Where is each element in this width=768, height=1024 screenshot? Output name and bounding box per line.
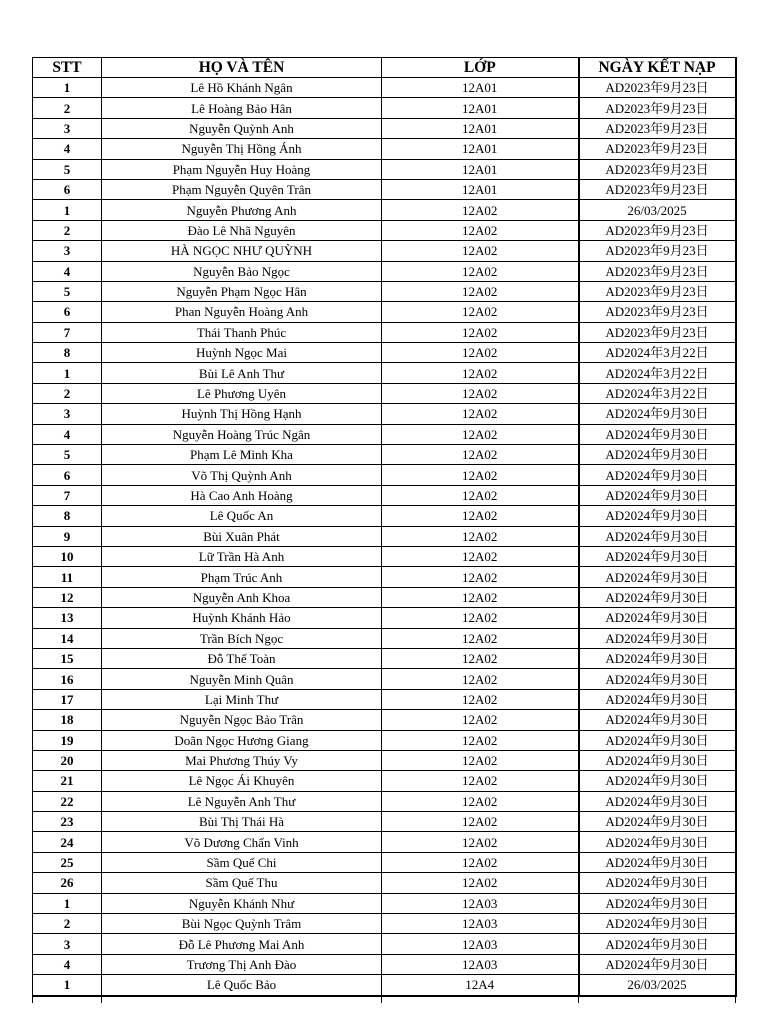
cell-date: AD2023年9月23日	[579, 159, 736, 179]
table-row	[33, 832, 736, 852]
cell-date: AD2024年9月30日	[579, 873, 736, 893]
cell-stt: 4	[33, 424, 102, 444]
table-row	[33, 383, 736, 403]
header-stt: STT	[33, 58, 102, 78]
cell-name: Phan Nguyễn Hoàng Anh	[102, 302, 382, 322]
cell-name: Nguyễn Quỳnh Anh	[102, 118, 382, 138]
table-row	[33, 526, 736, 546]
cell-date: AD2023年9月23日	[579, 78, 736, 98]
cell-class: 12A03	[382, 954, 579, 974]
cell-date: AD2024年9月30日	[579, 445, 736, 465]
table-row	[33, 404, 736, 424]
cell-date: AD2024年9月30日	[579, 546, 736, 566]
cell-class: 12A02	[382, 424, 579, 444]
cell-class: 12A02	[382, 567, 579, 587]
empty-row	[33, 996, 736, 1003]
cell-date: AD2024年9月30日	[579, 771, 736, 791]
empty-cell	[579, 996, 736, 1003]
table-row	[33, 812, 736, 832]
cell-stt: 24	[33, 832, 102, 852]
cell-class: 12A02	[382, 771, 579, 791]
table-row	[33, 179, 736, 199]
cell-name: Võ Dương Chấn Vinh	[102, 832, 382, 852]
cell-stt: 13	[33, 608, 102, 628]
cell-name: Lê Phương Uyên	[102, 383, 382, 403]
cell-stt: 6	[33, 465, 102, 485]
cell-class: 12A01	[382, 118, 579, 138]
empty-cell	[102, 996, 382, 1003]
cell-class: 12A01	[382, 139, 579, 159]
cell-stt: 1	[33, 78, 102, 98]
cell-class: 12A02	[382, 546, 579, 566]
table-row	[33, 852, 736, 872]
cell-class: 12A02	[382, 608, 579, 628]
cell-date: AD2024年9月30日	[579, 954, 736, 974]
cell-name: Huỳnh Thị Hồng Hạnh	[102, 404, 382, 424]
cell-date: AD2024年9月30日	[579, 852, 736, 872]
cell-date: AD2024年9月30日	[579, 914, 736, 934]
cell-class: 12A02	[382, 485, 579, 505]
table-row	[33, 159, 736, 179]
cell-date: AD2024年3月22日	[579, 383, 736, 403]
cell-stt: 2	[33, 914, 102, 934]
cell-name: Huỳnh Ngọc Mai	[102, 343, 382, 363]
cell-name: Đỗ Lê Phương Mai Anh	[102, 934, 382, 954]
table-row	[33, 424, 736, 444]
cell-date: AD2023年9月23日	[579, 118, 736, 138]
cell-class: 12A02	[382, 261, 579, 281]
cell-class: 12A01	[382, 98, 579, 118]
cell-stt: 11	[33, 567, 102, 587]
cell-class: 12A02	[382, 200, 579, 220]
cell-class: 12A02	[382, 669, 579, 689]
cell-date: AD2024年9月30日	[579, 791, 736, 811]
cell-name: Lê Ngọc Ái Khuyên	[102, 771, 382, 791]
table-row	[33, 363, 736, 383]
cell-name: Phạm Trúc Anh	[102, 567, 382, 587]
table-row	[33, 546, 736, 566]
cell-date: AD2024年3月22日	[579, 363, 736, 383]
cell-class: 12A03	[382, 914, 579, 934]
cell-date: AD2024年9月30日	[579, 832, 736, 852]
table-body	[33, 78, 736, 1003]
cell-class: 12A02	[382, 404, 579, 424]
cell-stt: 19	[33, 730, 102, 750]
empty-cell	[33, 996, 102, 1003]
empty-cell	[382, 996, 579, 1003]
cell-stt: 16	[33, 669, 102, 689]
cell-stt: 20	[33, 750, 102, 770]
cell-class: 12A02	[382, 383, 579, 403]
cell-name: Lê Nguyễn Anh Thư	[102, 791, 382, 811]
table-row	[33, 343, 736, 363]
cell-class: 12A02	[382, 710, 579, 730]
table-row	[33, 261, 736, 281]
cell-class: 12A03	[382, 893, 579, 913]
cell-stt: 6	[33, 179, 102, 199]
cell-stt: 9	[33, 526, 102, 546]
cell-date: AD2024年9月30日	[579, 587, 736, 607]
cell-name: Huỳnh Khánh Hảo	[102, 608, 382, 628]
table-row	[33, 771, 736, 791]
cell-class: 12A02	[382, 873, 579, 893]
cell-class: 12A01	[382, 78, 579, 98]
cell-stt: 8	[33, 343, 102, 363]
cell-name: Bùi Thị Thái Hà	[102, 812, 382, 832]
table-row	[33, 750, 736, 770]
cell-class: 12A02	[382, 241, 579, 261]
cell-stt: 3	[33, 404, 102, 424]
table-row	[33, 567, 736, 587]
cell-date: AD2023年9月23日	[579, 281, 736, 301]
cell-date: AD2023年9月23日	[579, 179, 736, 199]
table-row	[33, 241, 736, 261]
cell-date: AD2024年3月22日	[579, 343, 736, 363]
cell-date: AD2024年9月30日	[579, 893, 736, 913]
cell-stt: 4	[33, 139, 102, 159]
cell-class: 12A01	[382, 159, 579, 179]
cell-stt: 18	[33, 710, 102, 730]
cell-name: Bùi Xuân Phát	[102, 526, 382, 546]
cell-date: AD2023年9月23日	[579, 302, 736, 322]
cell-stt: 5	[33, 281, 102, 301]
cell-class: 12A02	[382, 526, 579, 546]
table-row	[33, 934, 736, 954]
cell-name: Lê Hồ Khánh Ngân	[102, 78, 382, 98]
table-row	[33, 445, 736, 465]
cell-name: Nguyễn Phương Anh	[102, 200, 382, 220]
cell-stt: 1	[33, 200, 102, 220]
header-date: NGÀY KẾT NẠP	[579, 58, 736, 78]
cell-name: Trần Bích Ngọc	[102, 628, 382, 648]
cell-name: Sầm Quế Chi	[102, 852, 382, 872]
cell-date: AD2023年9月23日	[579, 220, 736, 240]
cell-stt: 25	[33, 852, 102, 872]
cell-date: AD2024年9月30日	[579, 934, 736, 954]
cell-class: 12A02	[382, 445, 579, 465]
cell-name: Võ Thị Quỳnh Anh	[102, 465, 382, 485]
header-row	[33, 58, 736, 78]
table-row	[33, 302, 736, 322]
cell-class: 12A02	[382, 852, 579, 872]
cell-class: 12A02	[382, 322, 579, 342]
table-row	[33, 648, 736, 668]
cell-name: Đào Lê Nhã Nguyên	[102, 220, 382, 240]
table-row	[33, 914, 736, 934]
cell-name: Hà Cao Anh Hoàng	[102, 485, 382, 505]
table-row	[33, 78, 736, 98]
cell-stt: 22	[33, 791, 102, 811]
cell-date: AD2024年9月30日	[579, 812, 736, 832]
cell-class: 12A02	[382, 506, 579, 526]
cell-class: 12A02	[382, 750, 579, 770]
cell-class: 12A02	[382, 648, 579, 668]
table-row	[33, 118, 736, 138]
cell-stt: 17	[33, 689, 102, 709]
cell-name: HÀ NGỌC NHƯ QUỲNH	[102, 241, 382, 261]
member-table	[32, 57, 737, 1003]
cell-class: 12A02	[382, 220, 579, 240]
cell-name: Nguyễn Bảo Ngọc	[102, 261, 382, 281]
cell-stt: 3	[33, 241, 102, 261]
cell-class: 12A02	[382, 832, 579, 852]
cell-class: 12A01	[382, 179, 579, 199]
table-row	[33, 975, 736, 996]
cell-name: Trương Thị Anh Đào	[102, 954, 382, 974]
cell-class: 12A02	[382, 628, 579, 648]
cell-stt: 15	[33, 648, 102, 668]
table-row	[33, 954, 736, 974]
cell-date: AD2024年9月30日	[579, 485, 736, 505]
table-row	[33, 485, 736, 505]
cell-class: 12A4	[382, 975, 579, 996]
cell-name: Doãn Ngọc Hương Giang	[102, 730, 382, 750]
cell-date: AD2024年9月30日	[579, 669, 736, 689]
cell-date: AD2024年9月30日	[579, 404, 736, 424]
cell-name: Nguyễn Phạm Ngọc Hân	[102, 281, 382, 301]
cell-date: AD2024年9月30日	[579, 465, 736, 485]
table-row	[33, 587, 736, 607]
cell-date: AD2024年9月30日	[579, 506, 736, 526]
cell-date: AD2024年9月30日	[579, 424, 736, 444]
table-row	[33, 281, 736, 301]
cell-class: 12A03	[382, 934, 579, 954]
cell-date: AD2024年9月30日	[579, 689, 736, 709]
table-row	[33, 200, 736, 220]
cell-stt: 12	[33, 587, 102, 607]
table-row	[33, 791, 736, 811]
cell-stt: 2	[33, 98, 102, 118]
table-row	[33, 220, 736, 240]
cell-name: Nguyễn Hoàng Trúc Ngân	[102, 424, 382, 444]
cell-date: 26/03/2025	[579, 200, 736, 220]
cell-name: Nguyễn Anh Khoa	[102, 587, 382, 607]
cell-class: 12A02	[382, 689, 579, 709]
cell-name: Thái Thanh Phúc	[102, 322, 382, 342]
cell-name: Nguyễn Thị Hồng Ánh	[102, 139, 382, 159]
cell-date: AD2023年9月23日	[579, 261, 736, 281]
cell-date: AD2024年9月30日	[579, 750, 736, 770]
cell-stt: 4	[33, 954, 102, 974]
header-name: HỌ VÀ TÊN	[102, 58, 382, 78]
cell-name: Nguyễn Minh Quân	[102, 669, 382, 689]
cell-stt: 7	[33, 322, 102, 342]
table-row	[33, 608, 736, 628]
cell-stt: 14	[33, 628, 102, 648]
cell-date: AD2024年9月30日	[579, 567, 736, 587]
cell-stt: 2	[33, 383, 102, 403]
cell-date: AD2023年9月23日	[579, 241, 736, 261]
cell-date: AD2024年9月30日	[579, 730, 736, 750]
cell-stt: 26	[33, 873, 102, 893]
table-row	[33, 873, 736, 893]
table-row	[33, 730, 736, 750]
table-row	[33, 893, 736, 913]
cell-name: Phạm Nguyễn Quyên Trân	[102, 179, 382, 199]
cell-class: 12A02	[382, 302, 579, 322]
cell-stt: 5	[33, 445, 102, 465]
cell-name: Bùi Lê Anh Thư	[102, 363, 382, 383]
table-row	[33, 689, 736, 709]
cell-date: AD2024年9月30日	[579, 608, 736, 628]
cell-stt: 23	[33, 812, 102, 832]
cell-date: AD2023年9月23日	[579, 98, 736, 118]
cell-stt: 7	[33, 485, 102, 505]
header-class: LỚP	[382, 58, 579, 78]
cell-stt: 3	[33, 118, 102, 138]
cell-class: 12A02	[382, 465, 579, 485]
cell-name: Nguyễn Ngọc Bảo Trân	[102, 710, 382, 730]
cell-name: Phạm Lê Minh Kha	[102, 445, 382, 465]
table-row	[33, 139, 736, 159]
cell-class: 12A02	[382, 791, 579, 811]
cell-stt: 8	[33, 506, 102, 526]
cell-class: 12A02	[382, 730, 579, 750]
cell-stt: 21	[33, 771, 102, 791]
cell-date: AD2024年9月30日	[579, 628, 736, 648]
cell-date: 26/03/2025	[579, 975, 736, 996]
cell-name: Lê Hoàng Bảo Hân	[102, 98, 382, 118]
cell-stt: 3	[33, 934, 102, 954]
cell-name: Lê Quốc Bảo	[102, 975, 382, 996]
cell-date: AD2024年9月30日	[579, 648, 736, 668]
table-row	[33, 98, 736, 118]
cell-name: Phạm Nguyễn Huy Hoàng	[102, 159, 382, 179]
cell-date: AD2023年9月23日	[579, 322, 736, 342]
cell-date: AD2023年9月23日	[579, 139, 736, 159]
table-row	[33, 322, 736, 342]
cell-name: Bùi Ngọc Quỳnh Trâm	[102, 914, 382, 934]
cell-stt: 1	[33, 975, 102, 996]
cell-name: Đỗ Thế Toàn	[102, 648, 382, 668]
cell-name: Sầm Quế Thu	[102, 873, 382, 893]
cell-stt: 6	[33, 302, 102, 322]
cell-date: AD2024年9月30日	[579, 526, 736, 546]
cell-stt: 2	[33, 220, 102, 240]
cell-stt: 4	[33, 261, 102, 281]
cell-name: Nguyễn Khánh Như	[102, 893, 382, 913]
cell-name: Lại Minh Thư	[102, 689, 382, 709]
cell-class: 12A02	[382, 587, 579, 607]
cell-class: 12A02	[382, 812, 579, 832]
cell-name: Lữ Trần Hà Anh	[102, 546, 382, 566]
cell-stt: 1	[33, 893, 102, 913]
cell-class: 12A02	[382, 343, 579, 363]
cell-stt: 5	[33, 159, 102, 179]
table-row	[33, 506, 736, 526]
cell-name: Mai Phương Thúy Vy	[102, 750, 382, 770]
cell-date: AD2024年9月30日	[579, 710, 736, 730]
cell-stt: 1	[33, 363, 102, 383]
cell-class: 12A02	[382, 281, 579, 301]
cell-stt: 10	[33, 546, 102, 566]
table-row	[33, 628, 736, 648]
table-row	[33, 465, 736, 485]
table-row	[33, 669, 736, 689]
table-row	[33, 710, 736, 730]
cell-class: 12A02	[382, 363, 579, 383]
cell-name: Lê Quốc An	[102, 506, 382, 526]
